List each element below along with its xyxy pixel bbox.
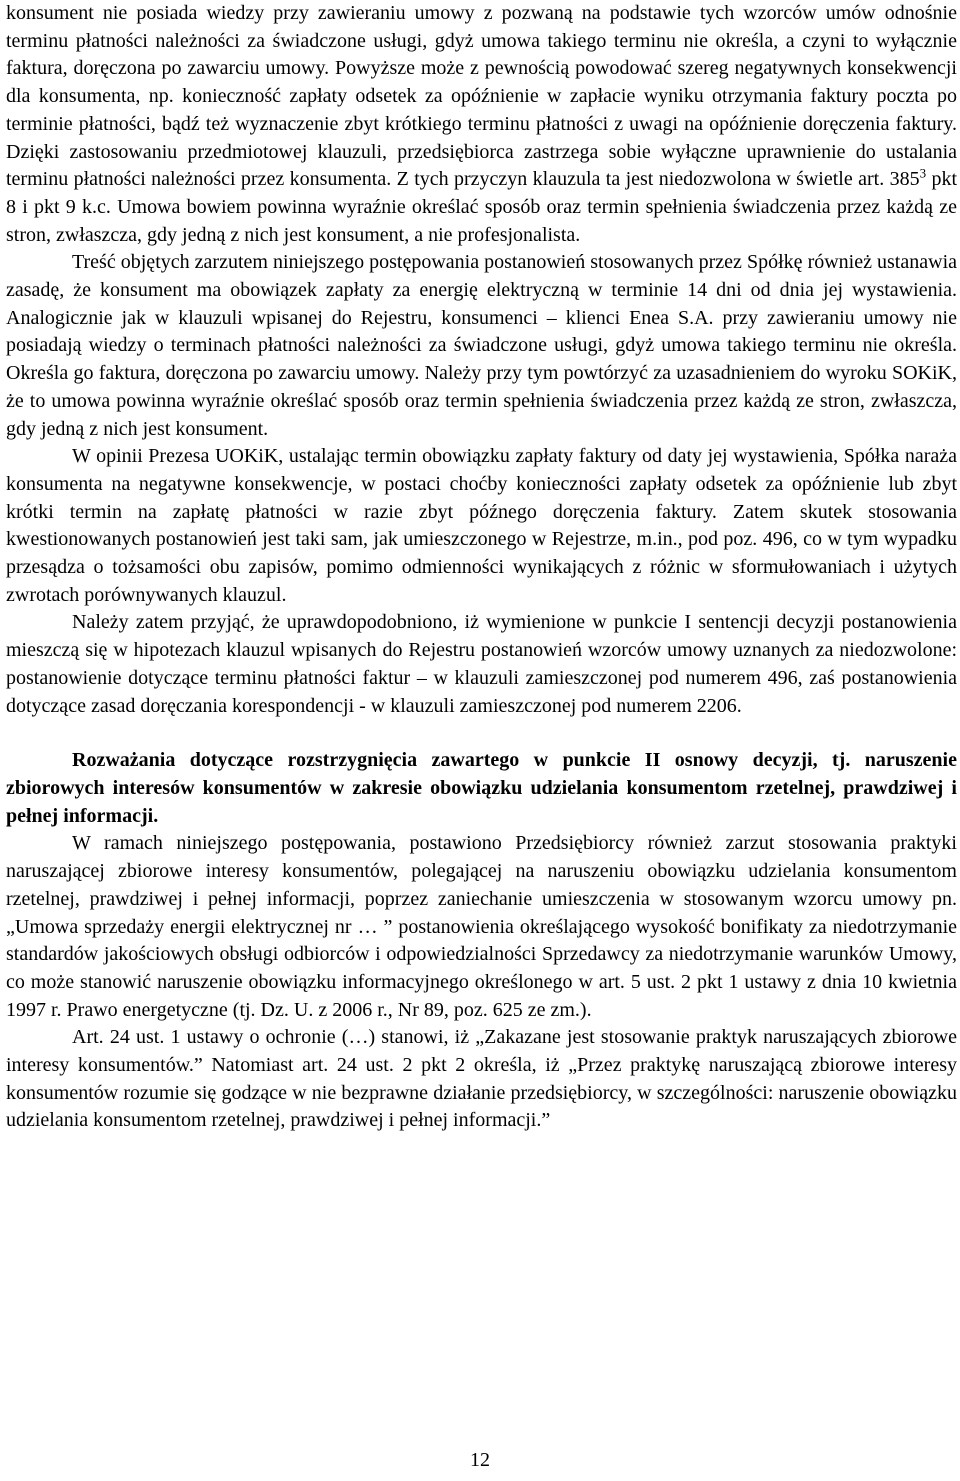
paragraph-1-text-a: konsument nie posiada wiedzy przy zawieraniu umowy z pozwaną na podstawie tych wzorców umów odnośnie terminu płatności należności za świadczone usługi, gdyż umowa takiego terminu nie określa, a czyni to wyłącznie faktura, doręczona po zawarciu umowy. Powyższe może z pewnością powodować szereg negatywnych konsekwencji dla konsumenta, np. konieczność zapłaty odsetek za opóźnienie w zapłacie wyniku otrzymania faktury poczta po terminie płatności, bądź też wyznaczenie zbyt krótkiego terminu płatności z uwagi na opóźnienie doręczenia faktury. Dzięki zastosowaniu przedmiotowej klauzuli, przedsiębiorca zastrzega sobie wyłączne uprawnienie do ustalania terminu płatności należności przez konsumenta. Z tych przyczyn klauzula ta jest niedozwolona w świetle art. 385 <box>6 2 957 191</box>
section-heading: Rozważania dotyczące rozstrzygnięcia zawartego w punkcie II osnowy decyzji, tj. naruszenie zbiorowych interesów konsumentów w zakresie obowiązku udzielania konsumentom rzetelnej, prawdziwej i pełnej informacji. <box>6 749 957 827</box>
paragraph-1 <box>6 0 957 249</box>
paragraph-6: Art. 24 ust. 1 ustawy o ochronie (…) stanowi, iż „Zakazane jest stosowanie praktyk naruszających zbiorowe interesy konsumentów.” Natomiast art. 24 ust. 2 pkt 2 określa, iż „Przez praktykę naruszającą zbiorowe interesy konsumentów rozumie się godzące w nie bezprawne działanie przedsiębiorcy, w szczególności: naruszenie obowiązku udzielania konsumentom rzetelnej, prawdziwej i pełnej informacji.” <box>6 1026 957 1132</box>
document-page <box>6 0 957 1135</box>
paragraph-4: Należy zatem przyjąć, że uprawdopodobniono, iż wymienione w punkcie I sentencji decyzji postanowienia mieszczą się w hipotezach klauzul wpisanych do Rejestru postanowień wzorców umowy uznanych za niedozwolone: postanowienie dotyczące terminu płatności faktur – w klauzuli zamieszczonej pod numerem 496, zaś postanowienia dotyczące zasad doręczania korespondencji - w klauzuli zamieszczonej pod numerem 2206. <box>6 611 957 717</box>
paragraph-2: Treść objętych zarzutem niniejszego postępowania postanowień stosowanych przez Spółkę również ustanawia zasadę, że konsument ma obowiązek zapłaty za energię elektryczną w terminie 14 dni od dnia jej wystawienia. Analogicznie jak w klauzuli wpisanej do Rejestru, konsumenci – klienci Enea S.A. przy zawieraniu umowy nie posiadają wiedzy o terminach płatności należności za świadczone usługi, gdyż umowa takiego terminu nie określa. Określa go faktura, doręczona po zawarciu umowy. Należy przy tym powtórzyć za uzasadnieniem do wyroku SOKiK, że to umowa powinna wyraźnie określać sposób oraz termin spełnienia świadczenia przez każdą ze stron, zwłaszcza, gdy jedną z nich jest konsument. <box>6 251 957 440</box>
paragraph-3: W opinii Prezesa UOKiK, ustalając termin obowiązku zapłaty faktury od daty jej wystawienia, Spółka naraża konsumenta na negatywne konsekwencje, w postaci choćby konieczności zapłaty odsetek za opóźnienie lub zbyt krótki termin na zapłatę płatności w razie zbyt późnego doręczenia faktury. Zatem skutek stosowania kwestionowanych postanowień jest taki sam, jak umieszczonego w Rejestrze, m.in., pod poz. 496, co w tym wypadku przesądza o tożsamości obu zapisów, pomimo odmienności wynikających z różnic w sformułowaniach i użytych zwrotach porównywanych klauzul. <box>6 445 957 606</box>
paragraph-1-text-b: pkt 8 i pkt 9 k.c. Umowa bowiem powinna wyraźnie określać sposób oraz termin spełnienia świadczenia przez każdą ze stron, zwłaszcza, gdy jedną z nich jest konsument, a nie profesjonalista. <box>6 168 958 246</box>
paragraph-5: W ramach niniejszego postępowania, postawiono Przedsiębiorcy również zarzut stosowania praktyki naruszającej zbiorowe interesy konsumentów, polegającej na naruszeniu obowiązku udzielania konsumentom rzetelnej, prawdziwej i pełnej informacji, poprzez zaniechanie umieszczenia w stosowanym wzorcu umowy pn. „Umowa sprzedaży energii elektrycznej nr … ” postanowienia określającego wysokość bonifikaty za niedotrzymanie standardów jakościowych obsługi odbiorców i odpowiedzialności Sprzedawcy za niedotrzymanie warunków Umowy, co może stanowić naruszenie obowiązku informacyjnego określonego w art. 5 ust. 2 pkt 1 ustawy z dnia 10 kwietnia 1997 r. Prawo energetyczne (tj. Dz. U. z 2006 r., Nr 89, poz. 625 ze zm.). <box>6 832 957 1021</box>
superscript: 3 <box>919 165 927 181</box>
page-number: 12 <box>470 1449 490 1471</box>
